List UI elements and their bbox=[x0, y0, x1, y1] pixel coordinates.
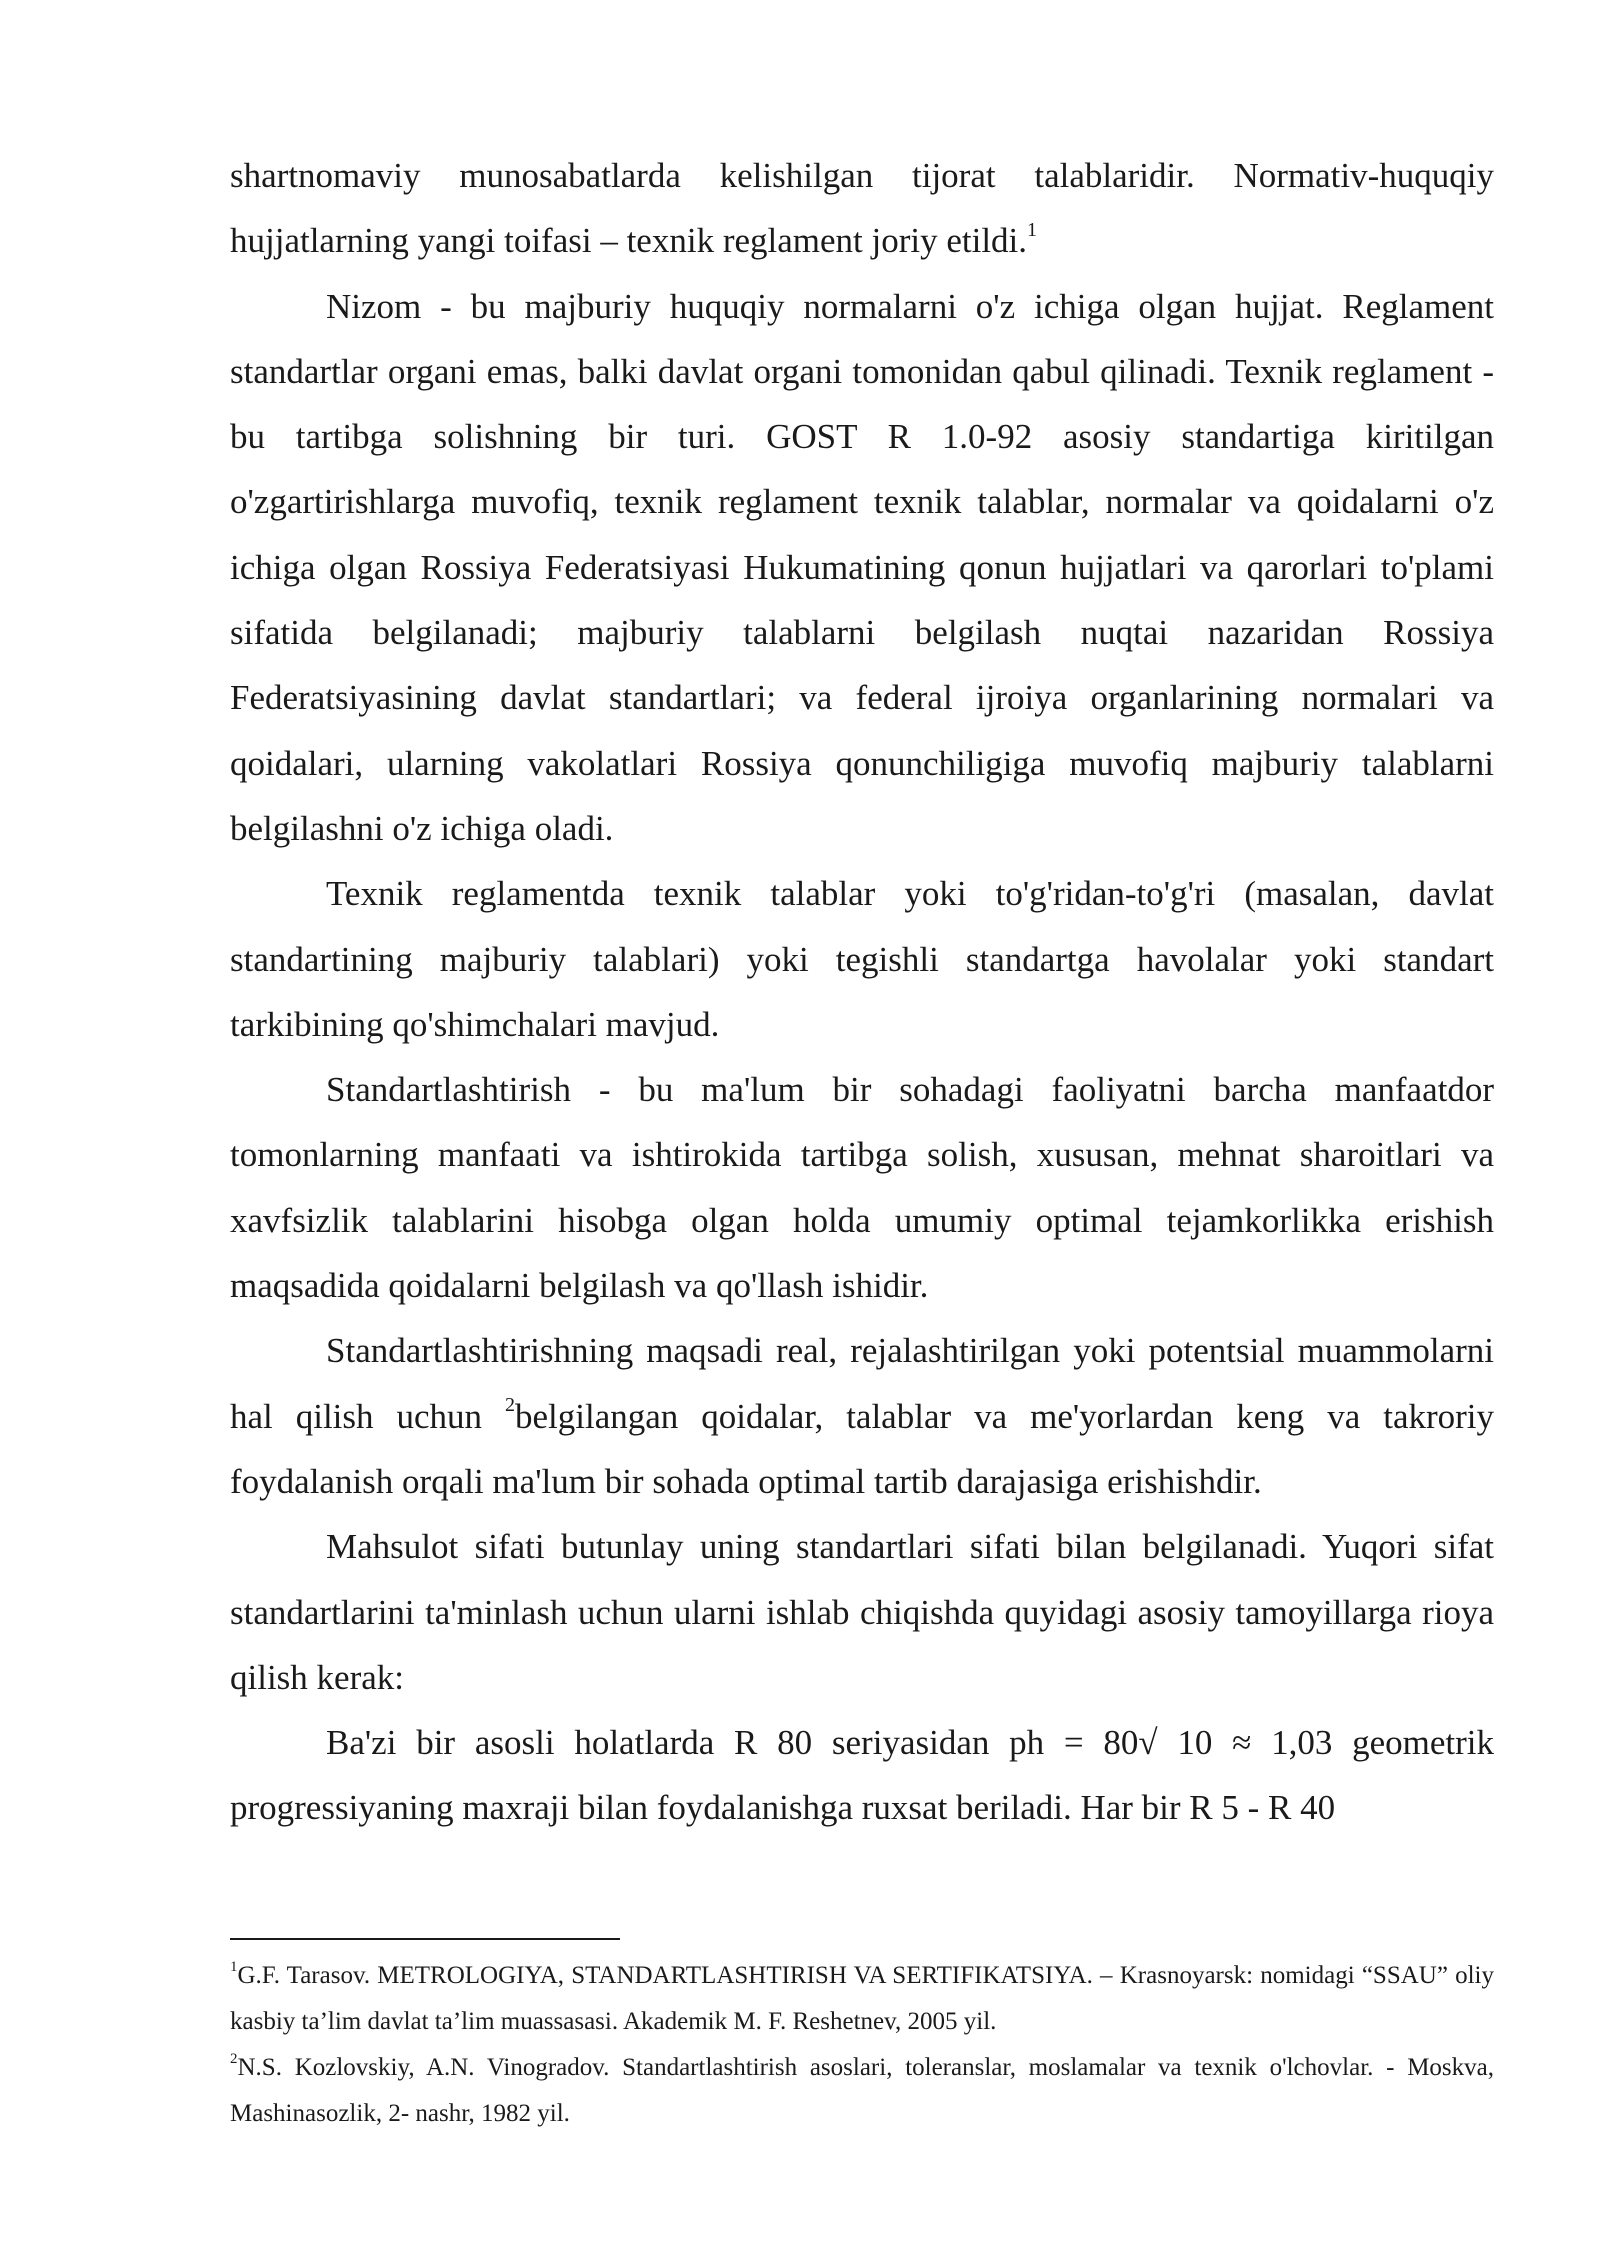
paragraph-text: shartnomaviy munosabatlarda kelishilgan tijorat talablaridir. Normativ-huquqiy hujjatlarning yangi toifasi – texnik reglament joriy etildi. bbox=[230, 156, 1494, 261]
paragraph-mahsulot-sifati: Mahsulot sifati butunlay uning standartlari sifati bilan belgilanadi. Yuqori sifat standartlarini ta'minlash uchun ularni ishlab chiqishda quyidagi asosiy tamoyillarga rioya qilish kerak: bbox=[230, 1527, 1494, 1697]
document-body bbox=[230, 143, 1494, 1841]
footnote-2 bbox=[230, 2045, 1494, 2137]
paragraph-r80-series: Ba'zi bir asosli holatlarda R 80 seriyasidan ph = 80√ 10 ≈ 1,03 geometrik progressiyaning maxraji bilan foydalanishga ruxsat beriladi. Har bir R 5 - R 40 bbox=[230, 1723, 1494, 1828]
paragraph-continued bbox=[230, 143, 1494, 274]
paragraph-texnik-reglament: Texnik reglamentda texnik talablar yoki to'g'ridan-to'g'ri (masalan, davlat standartining majburiy talablari) yoki tegishli standartga havolalar yoki standart tarkibining qo'shimchalari mavjud. bbox=[230, 874, 1494, 1044]
paragraph-nizom: Nizom - bu majburiy huquqiy normalarni o'z ichiga olgan hujjat. Reglament standartlar organi emas, balki davlat organi tomonidan qabul qilinadi. Texnik reglament - bu tartibga solishning bir turi. GOST R 1.0-92 asosiy standartiga kiritilgan o'zgartirishlarga muvofiq, texnik reglament texnik talablar, normalar va qoidalarni o'z ichiga olgan Rossiya Federatsiyasi Hukumatining qonun hujjatlari va qarorlari to'plami sifatida belgilanadi; majburiy talablarni belgilash nuqtai nazaridan Rossiya Federatsiyasining davlat standartlari; va federal ijroiya organlarining normalari va qoidalari, ularning vakolatlari Rossiya qonunchiligiga muvofiq majburiy talablarni belgilashni o'z ichiga oladi. bbox=[230, 286, 1494, 848]
footnote-separator bbox=[230, 1938, 620, 1940]
footnote-mark: 1 bbox=[230, 1958, 238, 1975]
paragraph-standartlashtirish-goal bbox=[230, 1318, 1494, 1514]
footnote-reference: 1 bbox=[1027, 218, 1038, 241]
footnote-text: G.F. Tarasov. METROLOGIYA, STANDARTLASHTIRISH VA SERTIFIKATSIYA. – Krasnoyarsk: nomidagi “SSAU” oliy kasbiy ta’lim davlat ta’lim muassasasi. Akademik M. F. Reshetnev, 2005 yil. bbox=[230, 1962, 1494, 2035]
paragraph-text: Standartlashtirishning maqsadi real, rejalashtirilgan yoki potentsial muammolarni hal qilish uchun bbox=[230, 1331, 1494, 1436]
footnote-1 bbox=[230, 1953, 1494, 2045]
footnote-reference: 2 bbox=[504, 1393, 515, 1416]
footnote-mark: 2 bbox=[230, 2050, 238, 2067]
footnotes bbox=[230, 1953, 1494, 2137]
footnote-text: N.S. Kozlovskiy, A.N. Vinogradov. Standartlashtirish asoslari, toleranslar, moslamalar va texnik o'lchovlar. - Moskva, Mashinasozlik, 2- nashr, 1982 yil. bbox=[230, 2054, 1494, 2127]
paragraph-text: belgilangan qoidalar, talablar va me'yorlardan keng va takroriy foydalanish orqali ma'lum bir sohada optimal tartib darajasiga erishishdir. bbox=[230, 1396, 1495, 1501]
paragraph-standartlashtirish-definition: Standartlashtirish - bu ma'lum bir sohadagi faoliyatni barcha manfaatdor tomonlarning manfaati va ishtirokida tartibga solish, xususan, mehnat sharoitlari va xavfsizlik talablarini hisobga olgan holda umumiy optimal tejamkorlikka erishish maqsadida qoidalarni belgilash va qo'llash ishidir. bbox=[230, 1070, 1494, 1306]
